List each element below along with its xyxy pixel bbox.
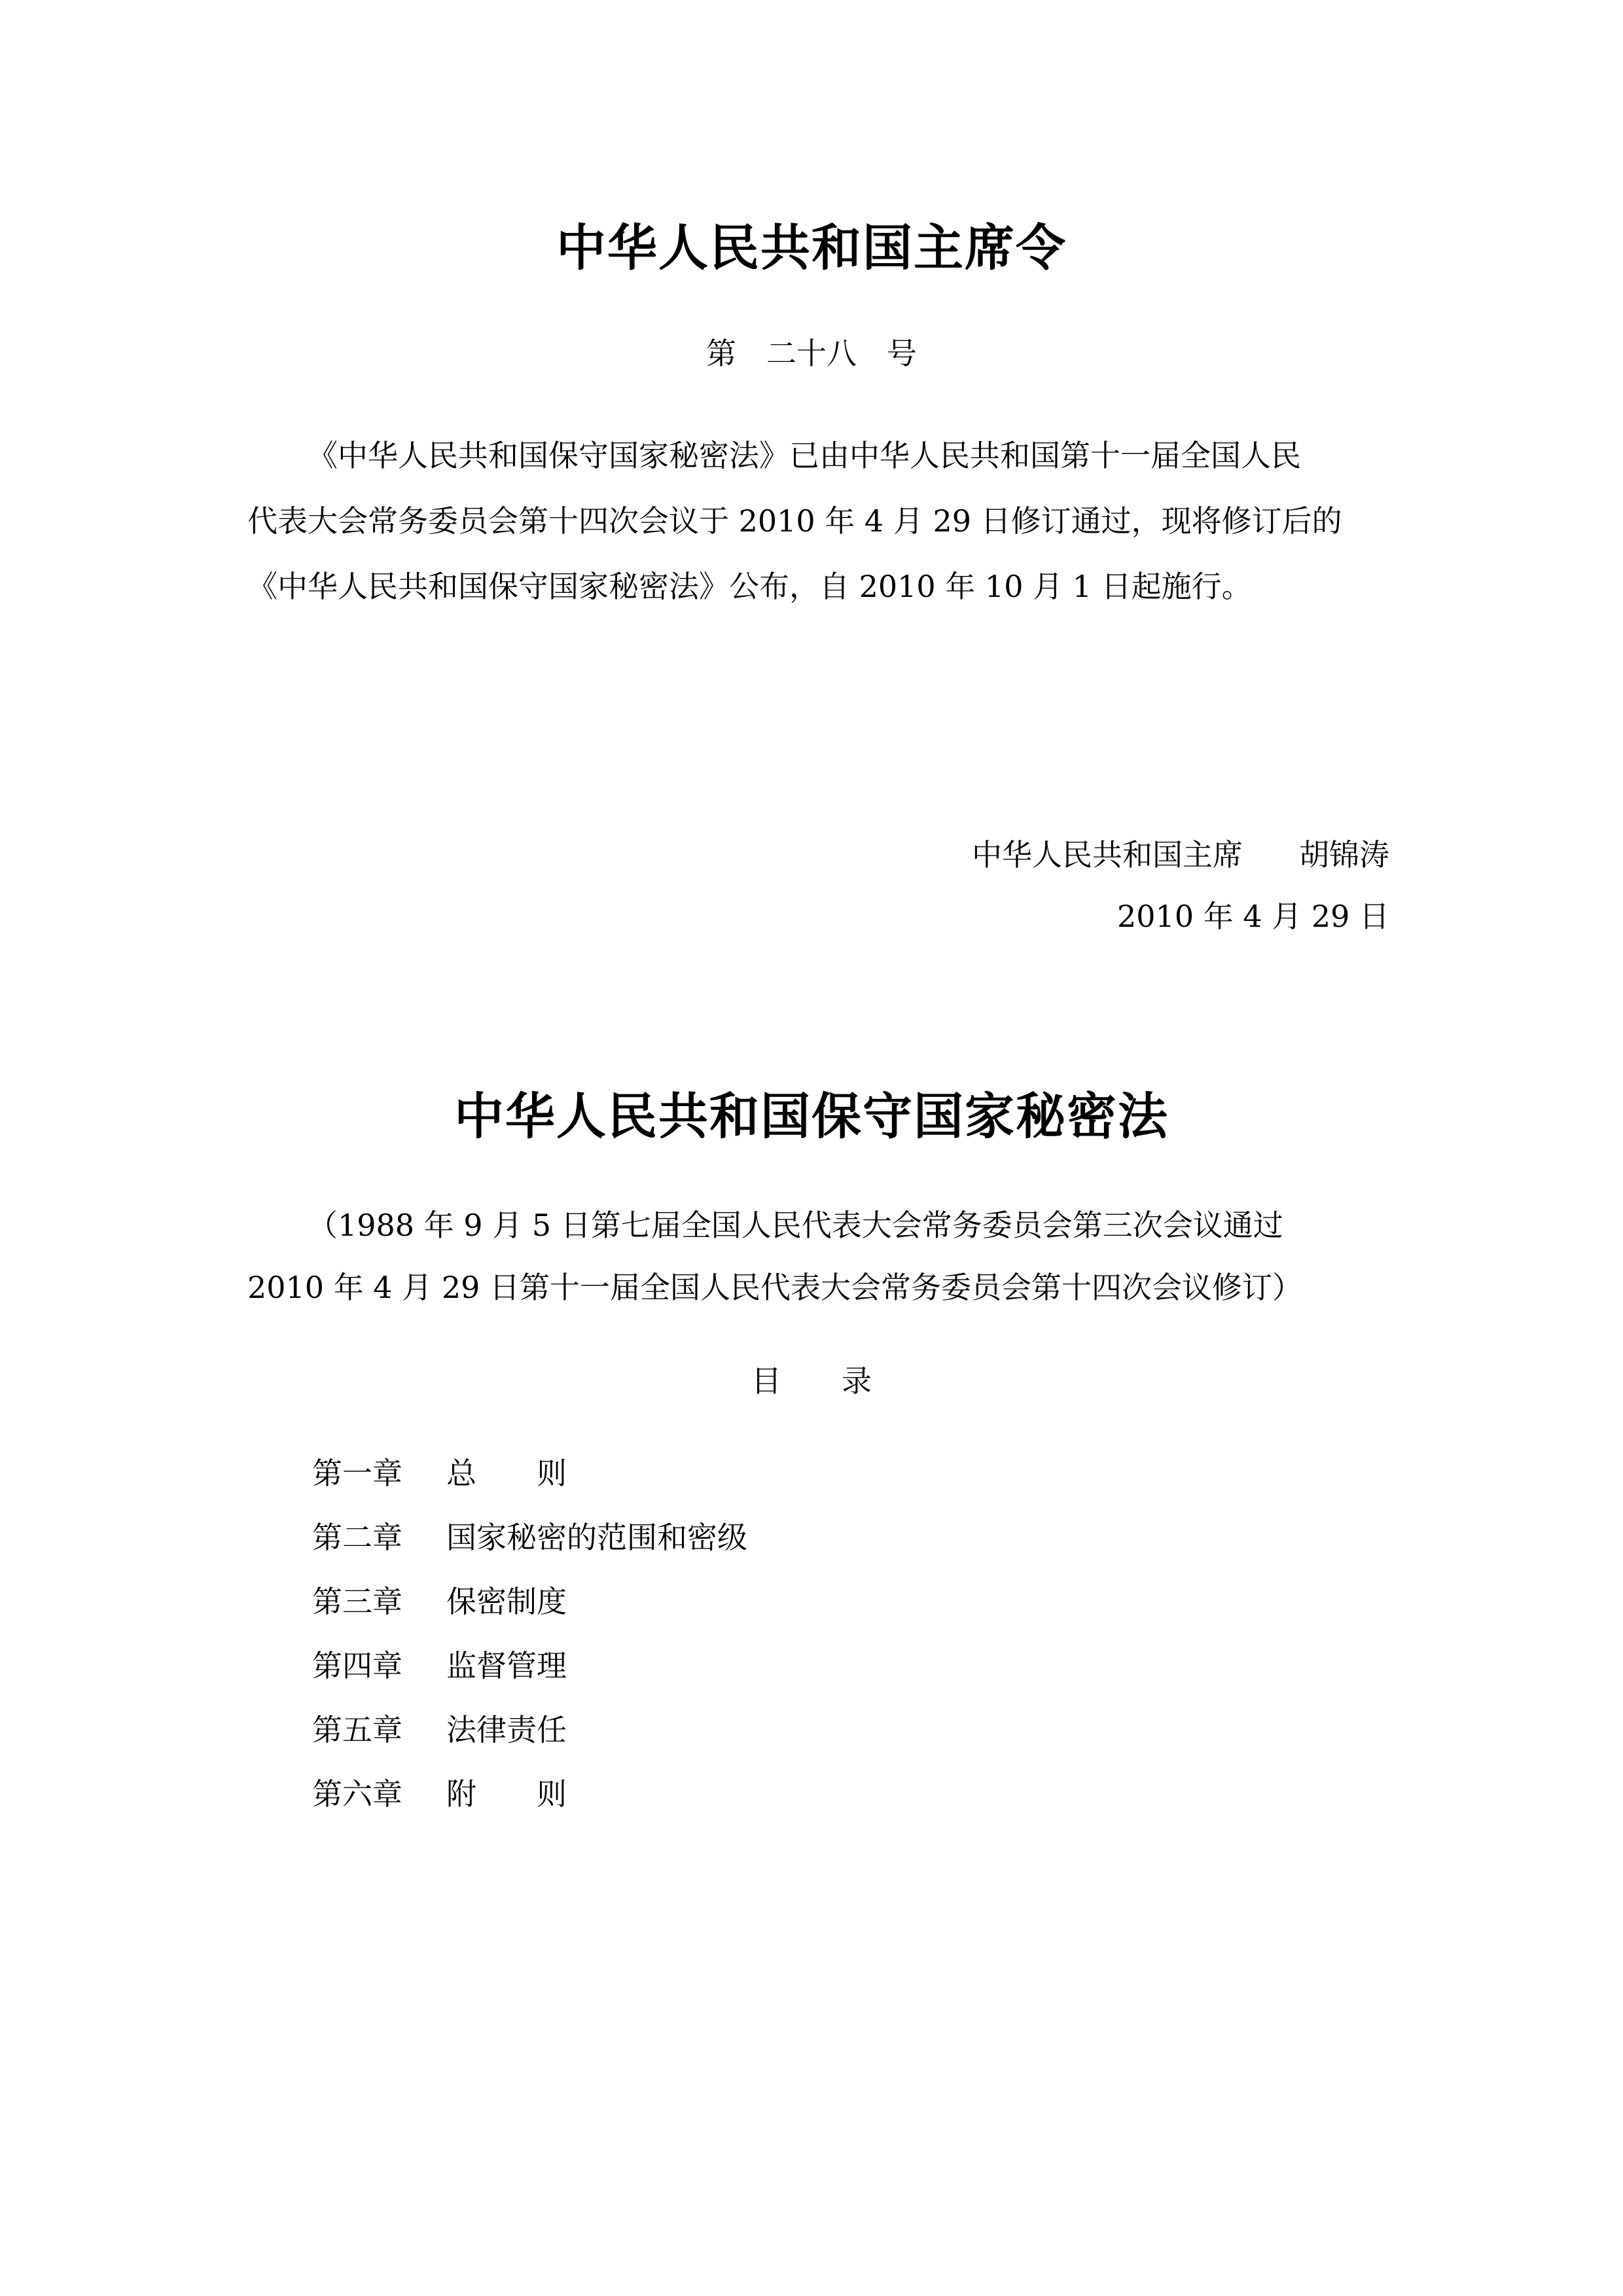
toc-title: 监督管理 (446, 1648, 567, 1683)
law-title: 中华人民共和国保守国家秘密法 (454, 1087, 1169, 1145)
order-body-line: 《中华人民共和国保守国家秘密法》已由中华人民共和国第十一届全国人民 (308, 438, 1301, 473)
toc-title: 总 则 (446, 1456, 567, 1491)
toc-item (312, 1642, 567, 1685)
toc-chapter: 第二章 (312, 1520, 402, 1555)
toc-chapter: 第三章 (312, 1584, 402, 1619)
toc-chapter: 第六章 (312, 1776, 402, 1812)
toc-title: 保密制度 (446, 1584, 567, 1619)
toc-item (312, 1450, 567, 1493)
toc-chapter: 第一章 (312, 1456, 402, 1491)
order-body-line: 代表大会常务委员会第十四次会议于 2010 年 4 月 29 日修订通过，现将修订后的 (247, 503, 1342, 539)
law-history-line-1: （1988 年 9 月 5 日第七届全国人民代表大会常务委员会第三次会议通过 (308, 1208, 1283, 1243)
toc-item (312, 1514, 747, 1557)
toc-item (312, 1770, 567, 1814)
order-number: 第 二十八 号 (706, 336, 917, 371)
toc-item (312, 1578, 567, 1621)
toc-chapter: 第四章 (312, 1648, 402, 1683)
toc-chapter: 第五章 (312, 1712, 402, 1748)
order-body-line: 《中华人民共和国保守国家秘密法》公布，自 2010 年 10 月 1 日起施行。 (247, 569, 1252, 604)
signature-line (972, 822, 1389, 888)
order-date: 2010 年 4 月 29 日 (1117, 899, 1389, 934)
toc-title: 法律责任 (446, 1712, 567, 1748)
signatory-name: 胡锦涛 (1299, 837, 1389, 872)
toc-title: 国家秘密的范围和密级 (446, 1520, 747, 1555)
order-body (247, 423, 1389, 619)
signatory-title: 中华人民共和国主席 (972, 837, 1243, 872)
toc-heading: 目 录 (751, 1363, 872, 1399)
toc-item (312, 1706, 567, 1749)
toc-title: 附 则 (446, 1776, 567, 1812)
order-title: 中华人民共和国主席令 (556, 219, 1067, 277)
law-history-line-2: 2010 年 4 月 29 日第十一届全国人民代表大会常务委员会第十四次会议修订） (247, 1270, 1302, 1305)
